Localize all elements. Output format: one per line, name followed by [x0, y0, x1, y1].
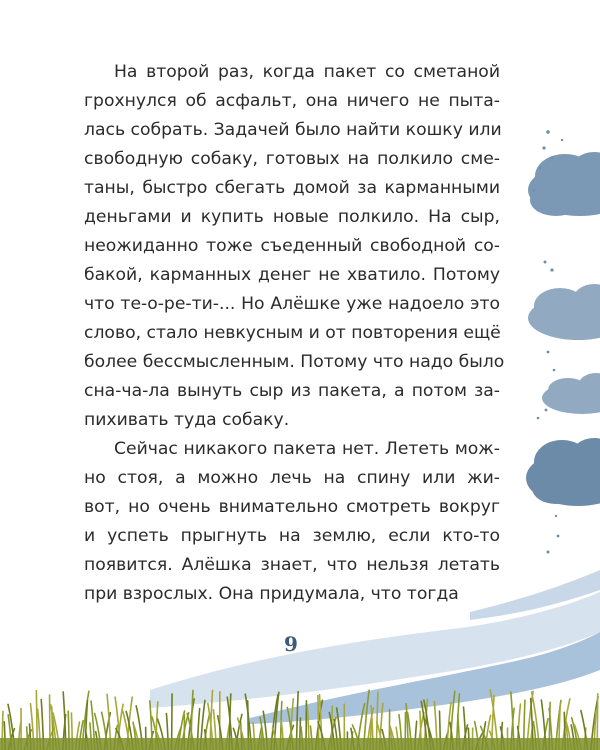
text-line: что те-о-ре-ти-... Но Алёшке уже надоело это: [84, 294, 500, 314]
text-line: свободную собаку, готовых на полкило сме-: [84, 149, 500, 169]
text-line: неожиданно тоже съеденный свободной со-: [84, 236, 500, 256]
text-line: и успеть прыгнуть на землю, если кто-то: [84, 526, 500, 546]
text-line: более бессмысленным. Потому что надо было: [84, 352, 505, 372]
text-line: но стоя, а можно лечь на спину или жи-: [84, 468, 500, 488]
cloud: [542, 373, 600, 414]
text-line: сна-ча-ла вынуть сыр из пакета, а потом за-: [84, 381, 500, 401]
text-line: таны, быстро сбегать домой за карманными: [84, 178, 500, 198]
story-text: [84, 58, 505, 609]
cloud: [528, 152, 600, 216]
text-line: при взрослых. Она придумала, что тогда: [84, 584, 459, 604]
cloud: [526, 438, 600, 506]
cloud: [528, 284, 600, 340]
text-line: появится. Алёшка знает, что нельзя летать: [84, 555, 500, 575]
text-line: деньгами и купить новые полкило. На сыр,: [84, 207, 500, 227]
text-line: вот, но очень внимательно смотреть вокруг: [84, 497, 500, 517]
text-line: Сейчас никакого пакета нет. Лететь мож-: [114, 439, 500, 459]
text-line: пихивать туда собаку.: [84, 410, 290, 430]
text-line: На второй раз, когда пакет со сметаной: [114, 62, 500, 82]
page-number: 9: [284, 632, 298, 656]
text-line: лась собрать. Задачей было найти кошку или: [84, 120, 502, 140]
text-line: бакой, карманных денег не хватило. Потому: [84, 265, 500, 285]
text-line: грохнулся об асфальт, она ничего не пыта-: [84, 91, 500, 111]
text-line: слово, стало невкусным и от повторения ещё: [84, 323, 501, 343]
